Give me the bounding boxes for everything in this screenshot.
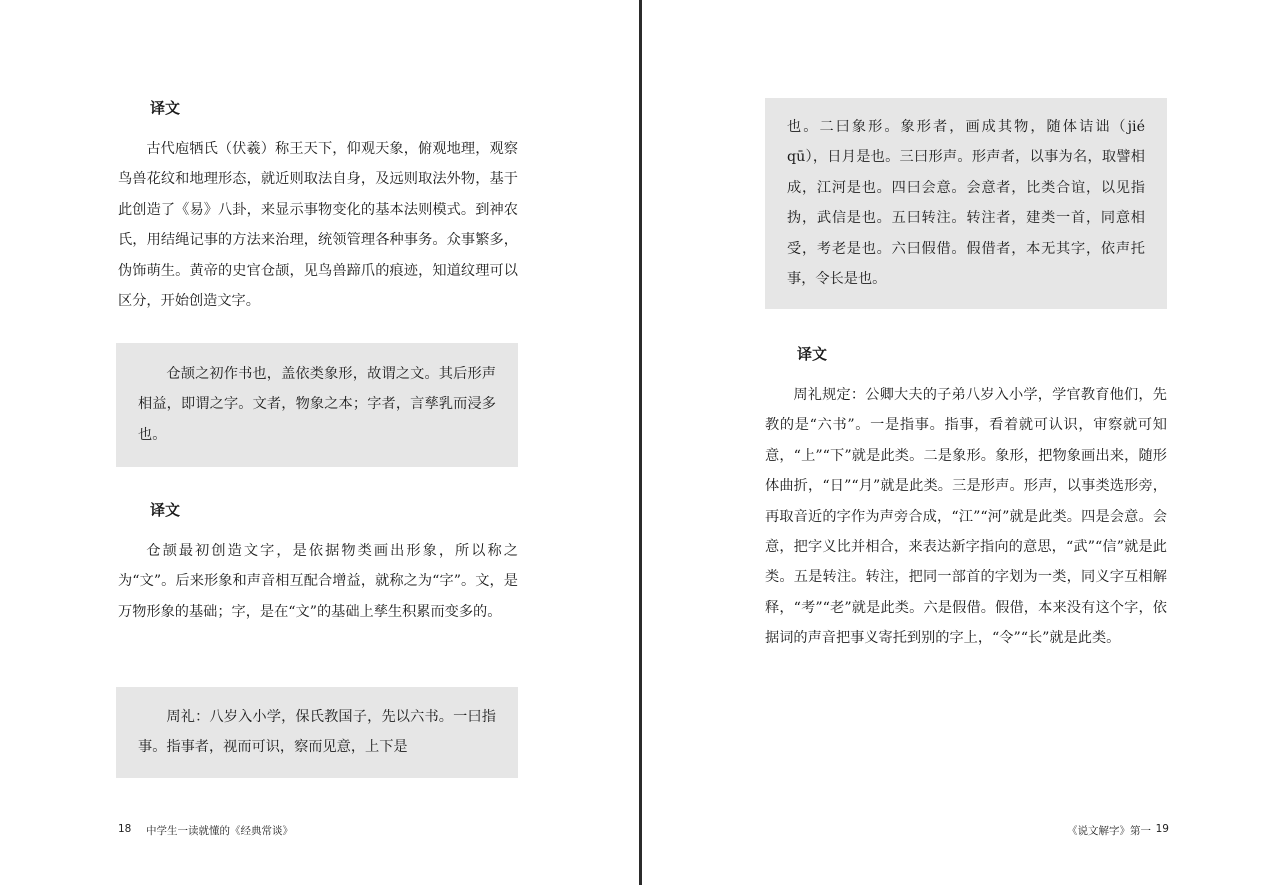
- quote-block-continued: [765, 98, 1167, 309]
- translation-heading-1: 译文: [150, 99, 181, 117]
- translation-heading: 译文: [797, 345, 828, 363]
- left-page: [0, 0, 640, 885]
- quote-text-1: 仓颉之初作书也，盖依类象形，故谓之文。其后形声相益，即谓之字。文者，物象之本；字者，言孳乳而浸多也。: [138, 366, 496, 443]
- translation-heading-2: 译文: [150, 501, 181, 519]
- quote-block-1: [116, 343, 518, 467]
- page-number-right: 19: [1155, 823, 1169, 835]
- running-header-book-title: 中学生一读就懂的《经典常谈》: [146, 825, 293, 837]
- quote-block-2: [116, 687, 518, 778]
- translation-paragraph: 周礼规定：公卿大夫的子弟八岁入小学，学官教育他们，先教的是“六书”。一是指事。指事，看着就可认识，审察就可知意，“上”“下”就是此类。二是象形。象形，把物象画出来，随形体曲折，“日”“月”就是此类。三是形声。形声，以事类选形旁，再取音近的字作为声旁合成，“江”“河”就是此类。四是会意。会意，把字义比并相合，来表达新字指向的意思，“武”“信”就是此类。五是转注。转注，把同一部首的字划为一类，同义字互相解释，“考”“老”就是此类。六是假借。假借，本来没有这个字，依据词的声音把事义寄托到别的字上，“令”“长”就是此类。: [765, 387, 1167, 647]
- quote-text-continued: 也。二曰象形。象形者，画成其物，随体诘诎（jié qū），日月是也。三曰形声。形声者，以事为名，取譬相成，江河是也。四曰会意。会意者，比类合谊，以见指㧑，武信是也。五曰转注。转注者，建类一首，同意相受，考老是也。六曰假借。假借者，本无其字，依声托事，令长是也。: [787, 119, 1145, 288]
- translation-paragraph-2: 仓颉最初创造文字，是依据物类画出形象，所以称之为“文”。后来形象和声音相互配合增益，就称之为“字”。文，是万物形象的基础；字，是在“文”的基础上孳生积累而变多的。: [118, 543, 518, 620]
- quote-text-2: 周礼：八岁入小学，保氏教国子，先以六书。一曰指事。指事者，视而可识，察而见意，上下是: [138, 709, 496, 756]
- translation-paragraph-1: 古代庖牺氏（伏羲）称王天下，仰观天象，俯观地理，观察鸟兽花纹和地理形态，就近则取法自身，及远则取法外物，基于此创造了《易》八卦，来显示事物变化的基本法则模式。到神农氏，用结绳记事的方法来治理，统领管理各种事务。众事繁多，伪饰萌生。黄帝的史官仓颉，见鸟兽蹄爪的痕迹，知道纹理可以区分，开始创造文字。: [118, 141, 518, 310]
- page-number-left: 18: [118, 823, 132, 835]
- running-header-chapter-title: 《说文解字》第一: [1067, 825, 1151, 837]
- right-page: [642, 0, 1284, 885]
